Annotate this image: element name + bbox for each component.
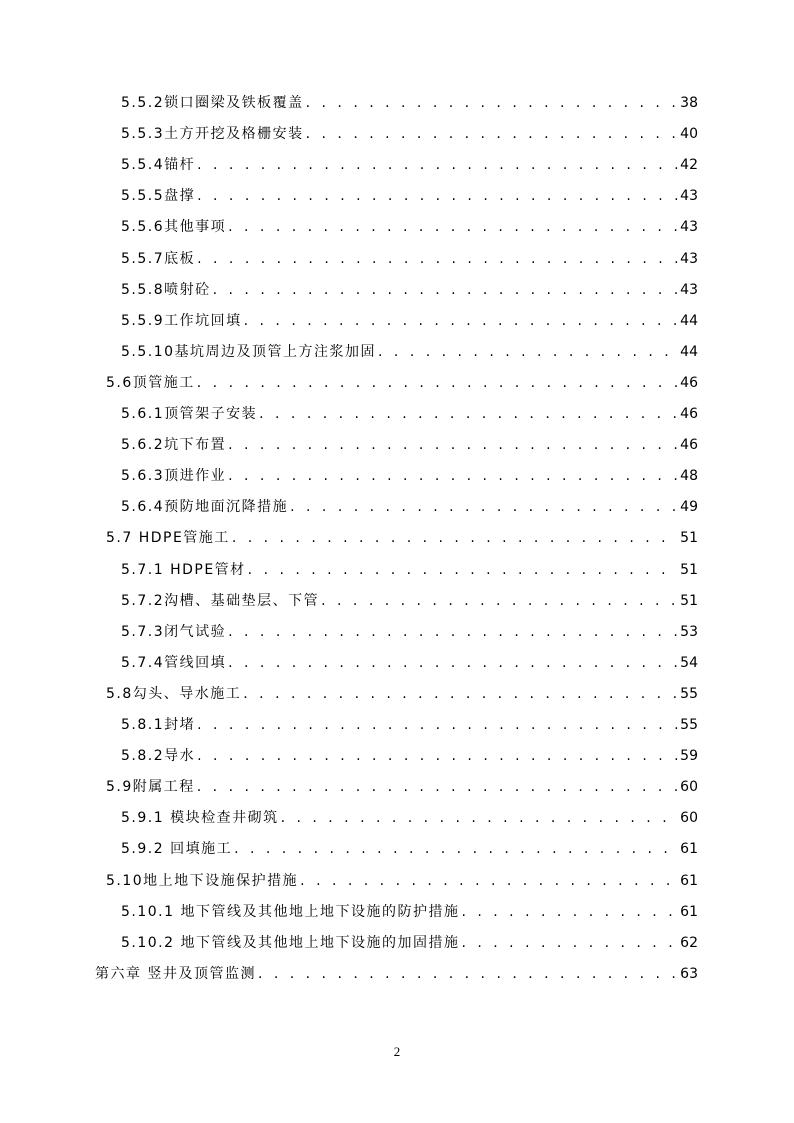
toc-entry-page: 60 xyxy=(680,810,698,827)
toc-dot-leader xyxy=(461,934,678,952)
toc-entry[interactable] xyxy=(95,965,698,983)
toc-entry-title: 5.7.1 HDPE管材 xyxy=(121,561,246,578)
toc-entry[interactable] xyxy=(121,343,698,361)
toc-dot-leader xyxy=(197,250,678,268)
toc-entry-page: 43 xyxy=(680,281,698,298)
toc-entry[interactable] xyxy=(121,592,698,610)
toc-entry-page: 48 xyxy=(680,468,698,485)
toc-entry[interactable] xyxy=(106,374,698,392)
toc-entry[interactable] xyxy=(121,405,698,423)
toc-entry-title: 5.10.1 地下管线及其他地上地下设施的防护措施 xyxy=(121,903,460,920)
toc-entry-page: 54 xyxy=(680,654,698,671)
toc-entry[interactable] xyxy=(121,436,698,454)
toc-entry[interactable] xyxy=(106,872,698,890)
toc-dot-leader xyxy=(228,218,678,236)
toc-entry-title: 5.10.2 地下管线及其他地上地下设施的加固措施 xyxy=(121,934,460,951)
toc-dot-leader xyxy=(243,685,678,703)
toc-entry-title: 5.5.3土方开挖及格栅安装 xyxy=(121,126,304,143)
toc-entry-page: 55 xyxy=(680,717,698,733)
toc-entry-title: 5.6.4预防地面沉降措施 xyxy=(121,499,289,516)
toc-dot-leader xyxy=(248,561,679,579)
toc-entry-title: 5.5.4锚杆 xyxy=(121,157,196,174)
toc-entry-page: 55 xyxy=(680,685,698,702)
toc-dot-leader xyxy=(228,467,678,485)
toc-entry-page: 42 xyxy=(680,157,698,174)
toc-entry-page: 63 xyxy=(680,965,698,982)
toc-dot-leader xyxy=(232,529,678,547)
toc-entry[interactable] xyxy=(121,561,698,579)
toc-entry-title: 5.5.9工作坑回填 xyxy=(121,312,242,329)
toc-entry[interactable] xyxy=(121,654,698,672)
toc-entry[interactable] xyxy=(121,623,698,641)
toc-entry[interactable] xyxy=(121,156,698,174)
toc-entry[interactable] xyxy=(106,529,698,547)
toc-dot-leader xyxy=(300,872,678,890)
toc-entry-title: 5.5.2锁口圈梁及铁板覆盖 xyxy=(121,95,304,111)
toc-dot-leader xyxy=(197,716,678,734)
toc-entry[interactable] xyxy=(121,716,698,734)
toc-entry[interactable] xyxy=(121,903,698,921)
toc-entry-title: 5.7.3闭气试验 xyxy=(121,623,227,640)
toc-entry[interactable] xyxy=(121,250,698,268)
toc-entry-title: 5.7.2沟槽、基础垫层、下管 xyxy=(121,592,320,609)
toc-entry[interactable] xyxy=(121,187,698,205)
toc-dot-leader xyxy=(228,623,678,641)
toc-dot-leader xyxy=(228,436,678,454)
toc-entry[interactable] xyxy=(121,467,698,485)
toc-entry-page: 38 xyxy=(680,95,698,111)
toc-entry-page: 43 xyxy=(680,219,698,236)
toc-entry[interactable] xyxy=(106,778,698,796)
toc-entry-page: 43 xyxy=(680,250,698,267)
toc-entry-title: 5.5.5盘撑 xyxy=(121,188,196,205)
toc-entry-page: 49 xyxy=(680,499,698,516)
toc-entry-title: 5.5.8喷射砼 xyxy=(121,281,211,298)
toc-dot-leader xyxy=(281,809,679,827)
toc-entry-page: 43 xyxy=(680,188,698,205)
toc-entry-page: 62 xyxy=(680,934,698,951)
toc-dot-leader xyxy=(244,312,679,330)
toc-entry-title: 5.6顶管施工 xyxy=(106,374,195,391)
toc-entry-title: 5.10地上地下设施保护措施 xyxy=(106,872,299,889)
toc-entry-page: 46 xyxy=(680,437,698,454)
toc-entry-page: 44 xyxy=(680,312,698,329)
toc-entry[interactable] xyxy=(121,312,698,330)
toc-entry-title: 第六章 竖井及顶管监测 xyxy=(95,965,256,982)
page-number: 2 xyxy=(393,1044,401,1059)
toc-entry-page: 60 xyxy=(680,779,698,796)
toc-entry[interactable] xyxy=(106,685,698,703)
toc-entry-page: 61 xyxy=(680,841,698,858)
toc-entry[interactable] xyxy=(121,840,698,858)
toc-entry-title: 5.9.1 模块检查井砌筑 xyxy=(121,810,279,827)
toc-entry-title: 5.6.2坑下布置 xyxy=(121,437,227,454)
toc-entry-page: 59 xyxy=(680,748,698,765)
toc-entry-title: 5.9附属工程 xyxy=(106,779,195,796)
toc-entry[interactable] xyxy=(121,934,698,952)
toc-entry-page: 53 xyxy=(680,623,698,640)
toc-entry-title: 5.5.6其他事项 xyxy=(121,219,227,236)
toc-entry-title: 5.8勾头、导水施工 xyxy=(106,685,242,702)
toc-entry-title: 5.9.2 回填施工 xyxy=(121,841,233,858)
toc-dot-leader xyxy=(259,405,678,423)
toc-entry-title: 5.8.1封堵 xyxy=(121,717,196,733)
toc-entry-page: 61 xyxy=(680,903,698,920)
toc-dot-leader xyxy=(306,94,679,112)
toc-entry-page: 51 xyxy=(680,561,698,578)
toc-dot-leader xyxy=(197,374,678,392)
toc-dot-leader xyxy=(234,840,678,858)
toc-entry-page: 51 xyxy=(680,592,698,609)
toc-dot-leader xyxy=(258,965,678,983)
toc-entry-title: 5.6.1顶管架子安装 xyxy=(121,406,258,422)
toc-dot-leader xyxy=(378,343,678,361)
toc-entry-page: 46 xyxy=(680,406,698,422)
toc-dot-leader xyxy=(197,778,678,796)
toc-entry[interactable] xyxy=(121,498,698,516)
toc-dot-leader xyxy=(306,125,679,143)
toc-dot-leader xyxy=(290,498,678,516)
toc-dot-leader xyxy=(321,592,678,610)
toc-entry[interactable] xyxy=(121,747,698,765)
toc-entry[interactable] xyxy=(121,125,698,143)
toc-dot-leader xyxy=(213,281,679,299)
toc-entry-title: 5.8.2导水 xyxy=(121,748,196,765)
toc-dot-leader xyxy=(197,747,678,765)
toc-dot-leader xyxy=(197,156,678,174)
toc-entry-title: 5.5.7底板 xyxy=(121,250,196,267)
toc-entry-page: 44 xyxy=(680,343,698,360)
toc-entry[interactable] xyxy=(121,94,698,112)
toc-entry-page: 46 xyxy=(680,374,698,391)
toc-entry-title: 5.5.10基坑周边及顶管上方注浆加固 xyxy=(121,343,377,360)
toc-dot-leader xyxy=(461,903,678,921)
toc-entry[interactable] xyxy=(121,218,698,236)
toc-entry-page: 51 xyxy=(680,530,698,547)
toc-entry-title: 5.7.4管线回填 xyxy=(121,654,227,671)
toc-dot-leader xyxy=(197,187,678,205)
toc-entry-title: 5.6.3顶进作业 xyxy=(121,468,227,485)
toc-entry[interactable] xyxy=(121,809,698,827)
toc-entry-page: 40 xyxy=(680,126,698,143)
toc-dot-leader xyxy=(228,654,678,672)
toc-entry-page: 61 xyxy=(680,872,698,889)
toc-entry[interactable] xyxy=(121,281,698,299)
toc-entry-title: 5.7 HDPE管施工 xyxy=(106,530,230,547)
